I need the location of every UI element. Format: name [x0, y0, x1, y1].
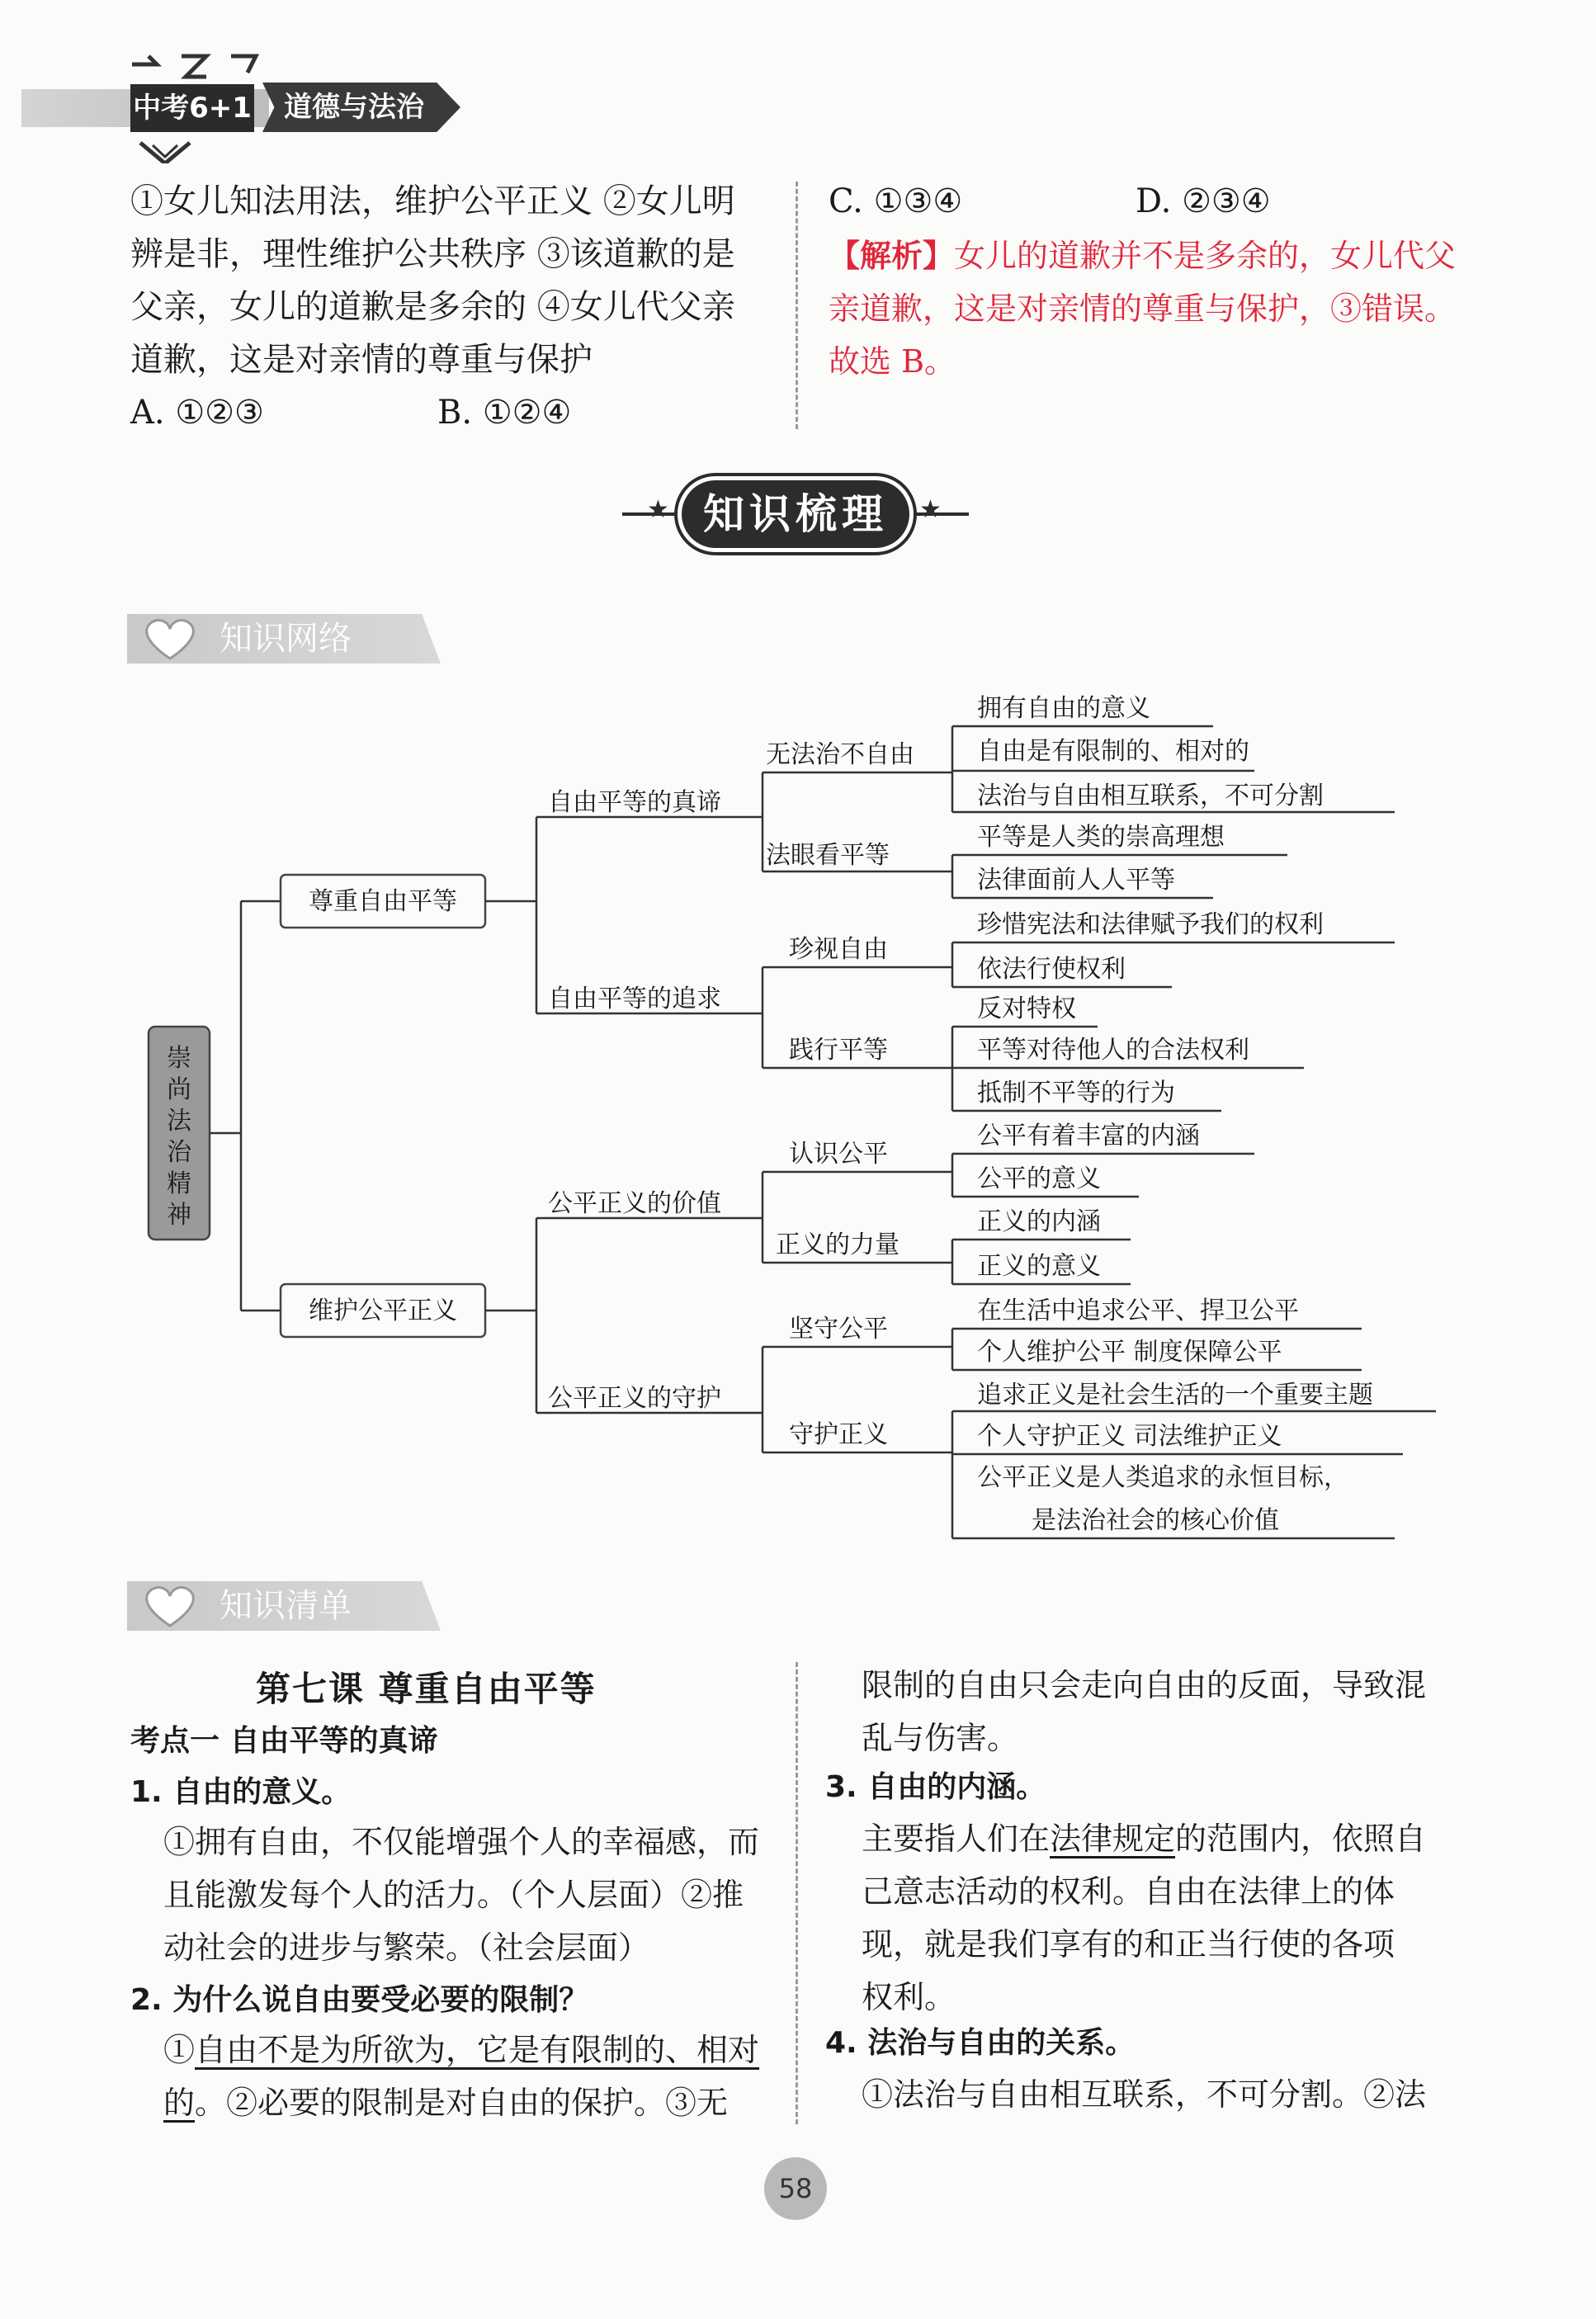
mindmap-l4: 公平有着丰富的内涵: [977, 1122, 1200, 1150]
mindmap-l4: 个人维护公平 制度保障公平: [977, 1338, 1282, 1367]
mindmap-l1-a: 尊重自由平等: [309, 887, 457, 916]
mindmap-l4: 正义的意义: [977, 1252, 1101, 1281]
header-brand: 中考6+1: [130, 84, 254, 132]
mindmap-l3: 正义的力量: [776, 1230, 900, 1259]
mindmap-l4: 平等对待他人的合法权利: [977, 1036, 1249, 1065]
question-line: 道歉，这是对亲情的尊重与保护: [130, 341, 593, 379]
paragraph-line: 限制的自由只会走向自由的反面，导致混: [862, 1667, 1427, 1703]
mindmap-l2: 公平正义的守护: [548, 1384, 721, 1413]
mindmap-l3: 践行平等: [789, 1036, 888, 1065]
mindmap-l4: 法治与自由相互联系，不可分割: [977, 782, 1324, 810]
paragraph-line: 己意志活动的权利。自由在法律上的体: [862, 1873, 1395, 1910]
section-title: 知识网络: [220, 620, 352, 658]
mindmap-l4: 法律面前人人平等: [977, 866, 1175, 895]
option-b: B. ①②④: [437, 394, 572, 432]
item-heading: 3. 自由的内涵。: [825, 1770, 1046, 1804]
lesson-title: 第七课 尊重自由平等: [256, 1669, 597, 1709]
question-line: 辨是非，理性维护公共秩序 ③该道歉的是: [130, 235, 735, 273]
mindmap-l4: 个人守护正义 司法维护正义: [977, 1422, 1282, 1451]
root-char: 尚: [167, 1075, 191, 1104]
paragraph-line: 现，就是我们享有的和正当行使的各项: [862, 1926, 1395, 1962]
item-paragraph: [163, 1816, 766, 1974]
key-point-heading: 考点一 自由平等的真谛: [130, 1724, 438, 1758]
star-icon: ★: [919, 495, 942, 524]
mindmap-l3: 坚守公平: [789, 1315, 888, 1344]
question-line: ①女儿知法用法，维护公平正义 ②女儿明: [130, 182, 735, 220]
paragraph-line: 权利。: [862, 1979, 956, 2015]
underlined-text: 的: [163, 2085, 196, 2121]
section-header-list: [127, 1581, 441, 1631]
mindmap-l4: 依法行使权利: [977, 955, 1126, 984]
mindmap-l3: 守护正义: [789, 1420, 888, 1449]
mindmap-l2: 自由平等的追求: [548, 985, 721, 1013]
mindmap-l4: 在生活中追求公平、捍卫公平: [977, 1296, 1299, 1325]
banner-title: 知识梳理: [703, 490, 888, 538]
option-d: D. ②③④: [1136, 182, 1271, 220]
mindmap-l4: 正义的内涵: [977, 1207, 1101, 1236]
mindmap-l4: 拥有自由的意义: [977, 694, 1150, 723]
mindmap-l1-b: 维护公平正义: [309, 1296, 457, 1325]
mindmap-l3: 法眼看平等: [766, 841, 890, 870]
root-char: 崇: [167, 1044, 191, 1073]
question-line: 父亲，女儿的道歉是多余的 ④女儿代父亲: [130, 288, 735, 326]
star-icon: ★: [647, 495, 669, 524]
analysis-line: 女儿的道歉并不是多余的，女儿代父: [954, 238, 1457, 274]
paragraph-text: 的范围内，依照自: [1175, 1821, 1427, 1857]
mindmap-l4: 珍惜宪法和法律赋予我们的权利: [977, 910, 1324, 939]
heart-icon: [137, 1581, 203, 1631]
root-char: 治: [167, 1138, 191, 1167]
page-number: 58: [764, 2157, 827, 2220]
column-divider: [796, 1662, 798, 2124]
paragraph-text: 。②必要的限制是对自由的保护。③无: [195, 2085, 729, 2121]
analysis-line: 故选 B。: [829, 343, 956, 380]
mindmap-l2: 自由平等的真谛: [548, 788, 721, 817]
underlined-text: 法律规定: [1050, 1821, 1176, 1857]
mindmap-l4: 反对特权: [977, 994, 1076, 1023]
mindmap-l3: 珍视自由: [789, 935, 888, 964]
root-char: 精: [167, 1169, 191, 1198]
item-heading: 4. 法治与自由的关系。: [825, 2026, 1136, 2060]
item-heading: 2. 为什么说自由要受必要的限制？: [130, 1983, 589, 2017]
root-char: 神: [167, 1201, 191, 1230]
mindmap-l4: 追求正义是社会生活的一个重要主题: [977, 1381, 1373, 1410]
mindmap-l4: 公平的意义: [977, 1164, 1101, 1193]
item-paragraph: [862, 2068, 1472, 2121]
analysis-line: 亲道歉，这是对亲情的尊重与保护，③错误。: [829, 290, 1457, 327]
mindmap-l4: 抵制不平等的行为: [977, 1079, 1175, 1108]
paragraph-line: ①拥有自由，不仅能增强个人的幸福感，而: [163, 1824, 760, 1860]
mindmap-l4: 自由是有限制的、相对的: [977, 737, 1249, 766]
item-paragraph: [862, 1659, 1472, 1764]
underlined-text: 自由不是为所欲为，它是有限制的、相对: [195, 2032, 760, 2068]
mindmap-l4: 平等是人类的崇高理想: [977, 823, 1225, 852]
mindmap-l4: 公平正义是人类追求的永恒目标，: [977, 1463, 1348, 1492]
paragraph-text: 主要指人们在: [862, 1821, 1051, 1857]
paragraph-line: 且能激发每个人的活力。（个人层面）②推: [163, 1877, 744, 1913]
item-heading: 1. 自由的意义。: [130, 1775, 352, 1809]
paragraph-line: ①法治与自由相互联系，不可分割。②法: [862, 2076, 1427, 2113]
item-paragraph: [163, 2024, 766, 2129]
header-subject-label: 道德与法治: [284, 91, 424, 124]
mindmap-l3: 认识公平: [789, 1140, 888, 1169]
option-a: A. ①②③: [130, 394, 264, 432]
paragraph-line: 动社会的进步与繁荣。（社会层面）: [163, 1929, 650, 1966]
paragraph-text: ①: [163, 2032, 196, 2068]
section-title: 知识清单: [220, 1587, 352, 1625]
mindmap-l4: 是法治社会的核心价值: [1032, 1506, 1279, 1535]
mindmap-l3: 无法治不自由: [766, 740, 914, 769]
mindmap-l2: 公平正义的价值: [548, 1189, 721, 1218]
item-paragraph: [862, 1812, 1472, 2024]
paragraph-line: 乱与伤害。: [862, 1720, 1019, 1756]
root-char: 法: [167, 1107, 191, 1136]
option-c: C. ①③④: [829, 182, 963, 220]
analysis-label: 【解析】: [829, 237, 955, 274]
